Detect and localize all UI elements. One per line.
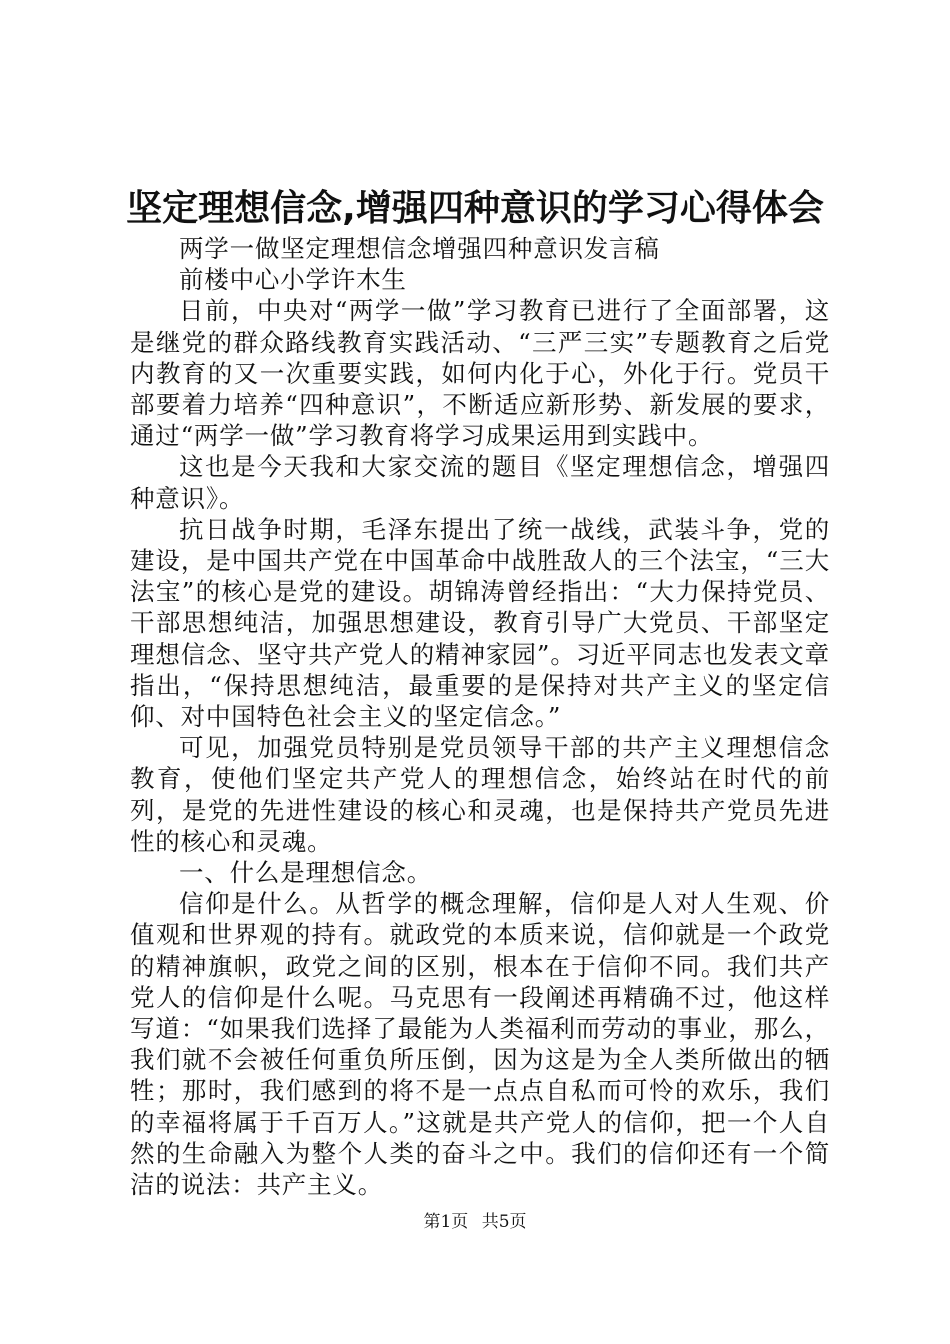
page-footer [0, 1210, 950, 1234]
paragraph: 抗日战争时期，毛泽东提出了统一战线，武装斗争，党的建设，是中国共产党在中国革命中战胜敌人的三个法宝，“三大法宝”的核心是党的建设。胡锦涛曾经指出：“大力保持党员、干部思想纯洁，加强思想建设，教育引导广大党员、干部坚定理想信念、坚守共产党人的精神家园”。习近平同志也发表文章指出，“保持思想纯洁，最重要的是保持对共产主义的坚定信仰、对中国特色社会主义的坚定信念。” [130, 514, 830, 732]
document-subtitle: 两学一做坚定理想信念增强四种意识发言稿 [179, 234, 660, 263]
paragraph: 可见，加强党员特别是党员领导干部的共产主义理想信念教育，使他们坚定共产党人的理想信念，始终站在时代的前列，是党的先进性建设的核心和灵魂，也是保持共产党员先进性的核心和灵魂。 [130, 733, 830, 856]
document-body [130, 233, 830, 1200]
page-number: 第1页 [423, 1212, 469, 1232]
section-heading: 一、什么是理想信念。 [179, 858, 432, 888]
page-total: 共5页 [481, 1212, 527, 1232]
paragraph: 日前，中央对“两学一做”学习教育已进行了全面部署，这是继党的群众路线教育实践活动、“三严三实”专题教育之后党内教育的又一次重要实践，如何内化于心，外化于行。党员干部要着力培养“四种意识”，不断适应新形势、新发展的要求，通过“两学一做”学习教育将学习成果运用到实践中。 [130, 296, 830, 451]
paragraph: 这也是今天我和大家交流的题目《坚定理想信念，增强四种意识》。 [130, 452, 830, 513]
document-author: 前楼中心小学许木生 [179, 265, 407, 295]
document-title: 坚定理想信念,增强四种意识的学习心得体会 [126, 188, 824, 229]
paragraph: 信仰是什么。从哲学的概念理解，信仰是人对人生观、价值观和世界观的持有。就政党的本质来说，信仰就是一个政党的精神旗帜，政党之间的区别，根本在于信仰不同。我们共产党人的信仰是什么呢。马克思有一段阐述再精确不过，他这样写道：“如果我们选择了最能为人类福利而劳动的事业，那么，我们就不会被任何重负所压倒，因为这是为全人类所做出的牺牲；那时，我们感到的将不是一点点自私而可怜的欢乐，我们的幸福将属于千百万人。”这就是共产党人的信仰，把一个人自然的生命融入为整个人类的奋斗之中。我们的信仰还有一个简洁的说法：共产主义。 [130, 889, 830, 1200]
